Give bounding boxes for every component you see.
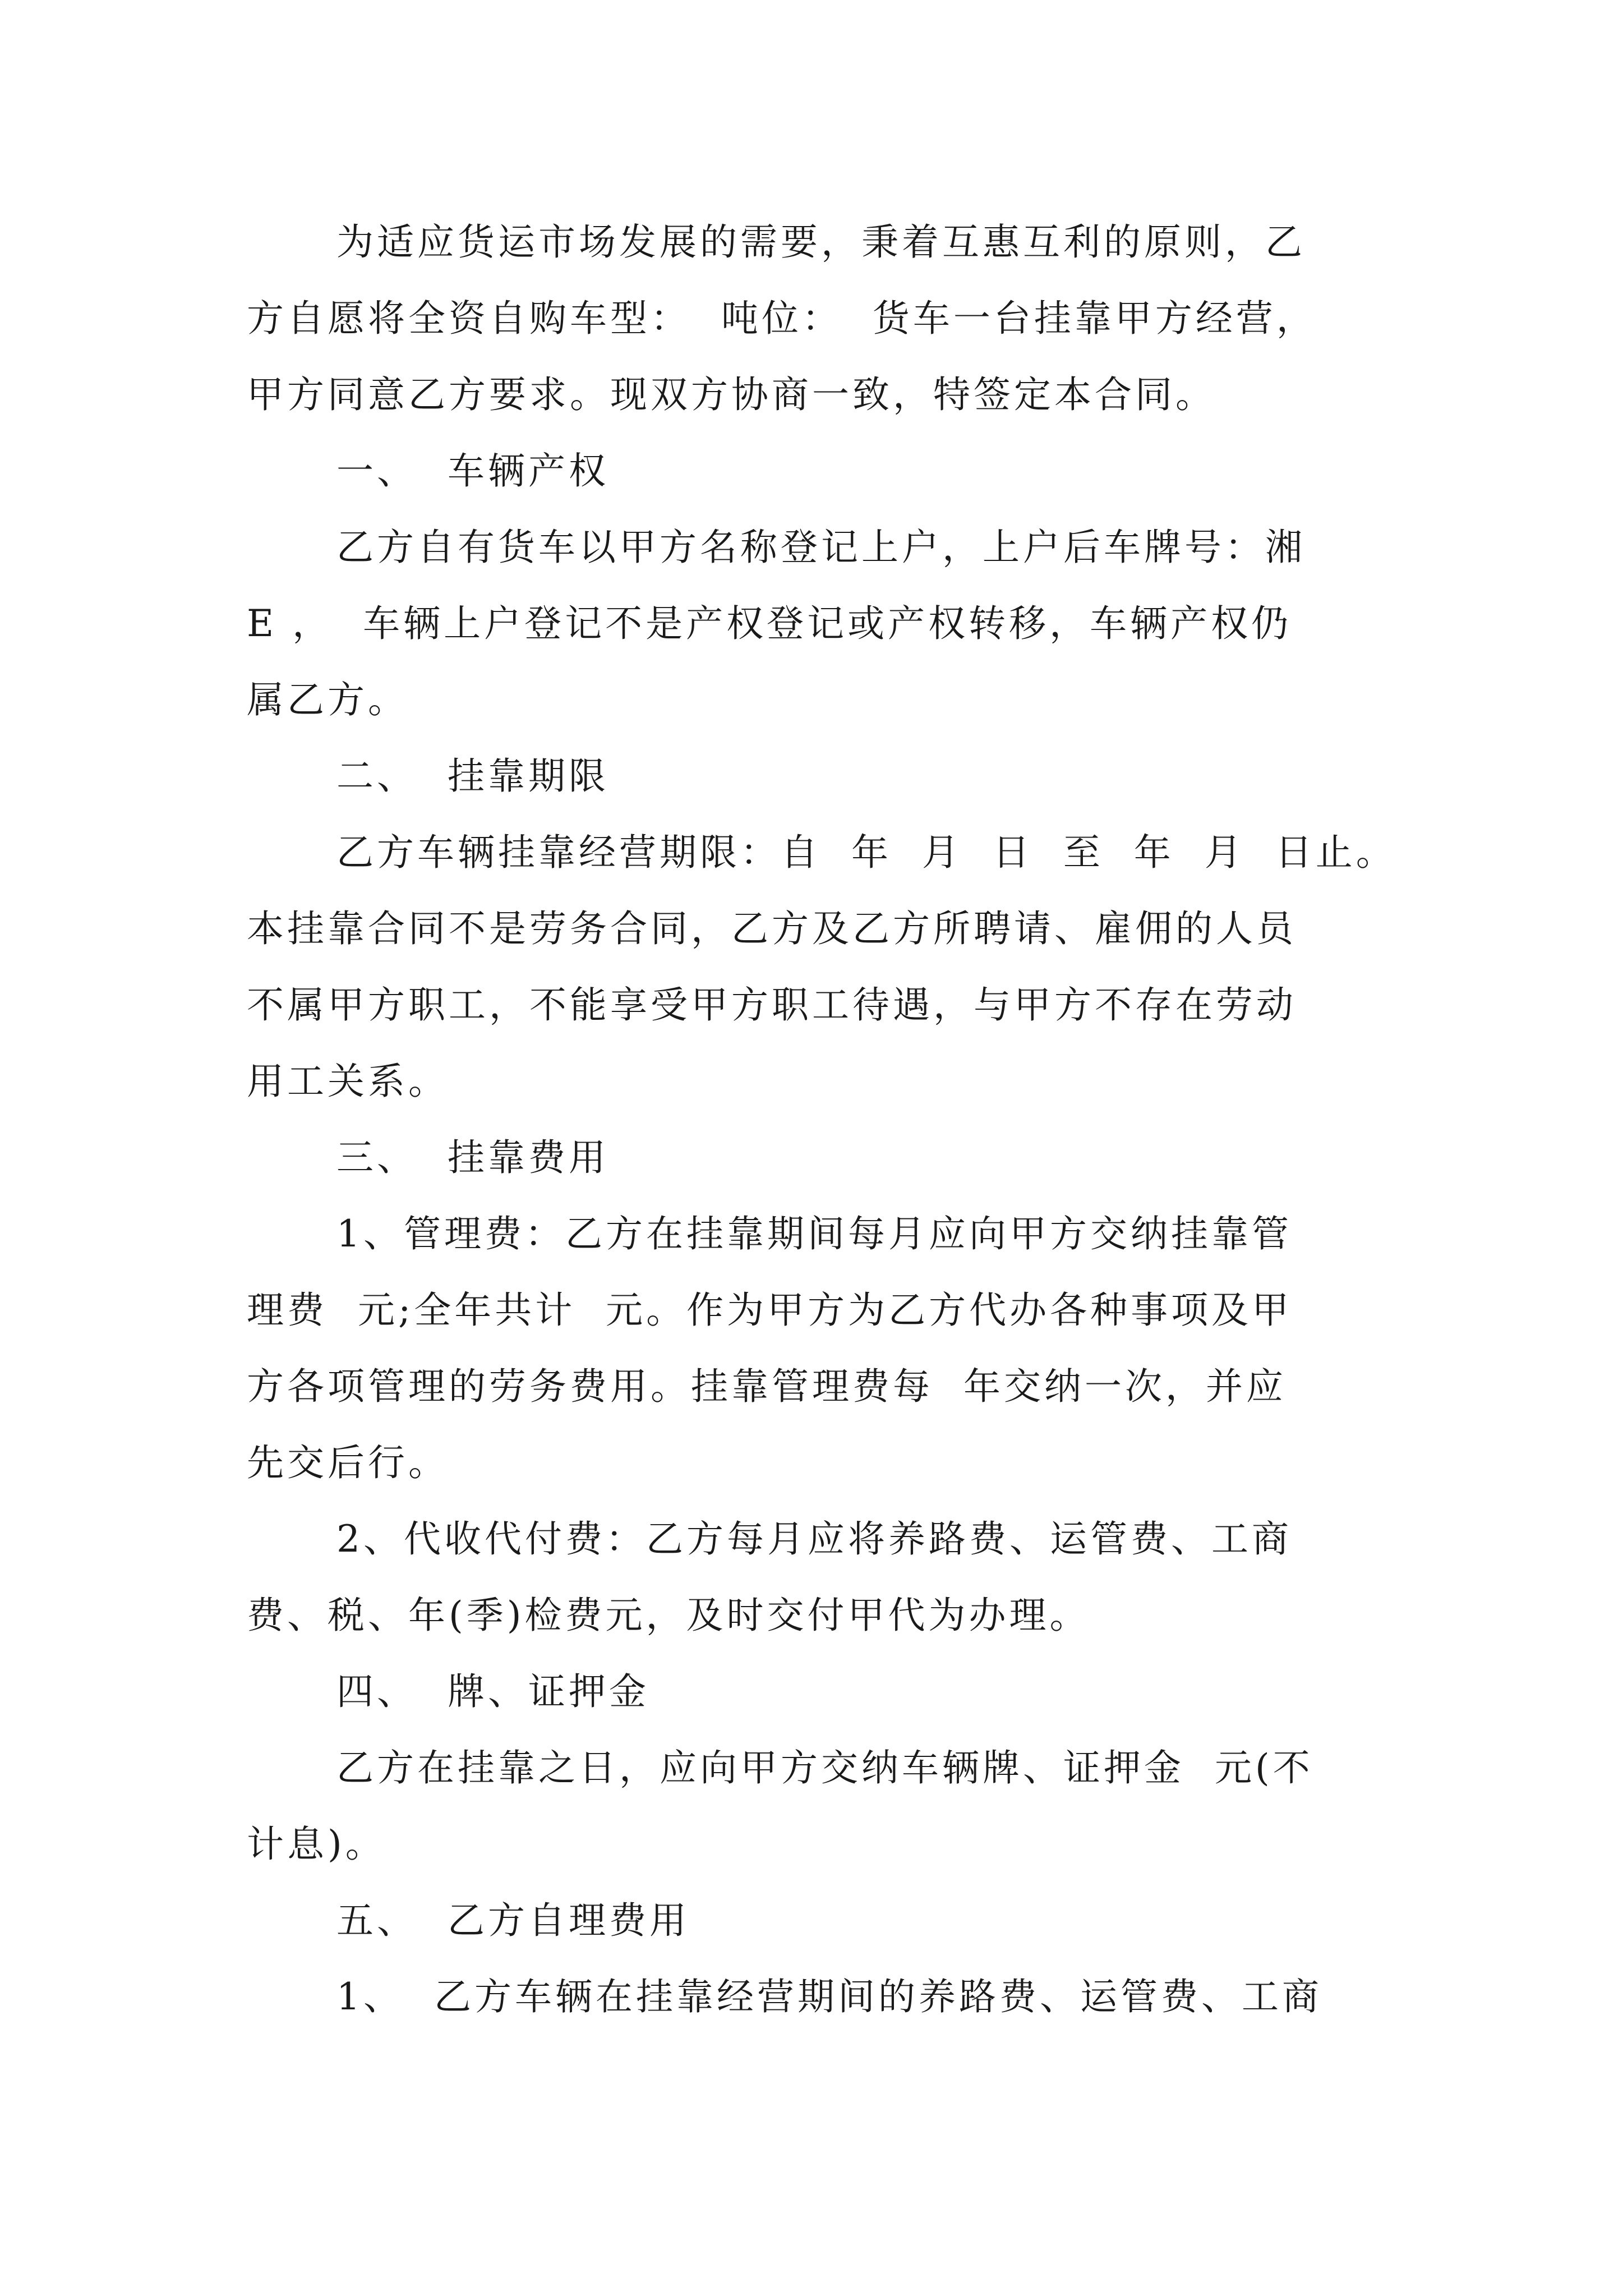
section-1-line-3: 属乙方。	[247, 678, 408, 721]
section-5-item-1-line-1: 1、 乙方车辆在挂靠经营期间的养路费、运管费、工商	[336, 1975, 1322, 2018]
section-2-line-2: 本挂靠合同不是劳务合同，乙方及乙方所聘请、雇佣的人员	[247, 907, 1297, 950]
section-1-line-2: E ， 车辆上户登记不是产权登记或产权转移，车辆产权仍	[247, 602, 1292, 645]
section-2-line-3: 不属甲方职工，不能享受甲方职工待遇，与甲方不存在劳动	[247, 983, 1297, 1027]
section-4-line-2: 计息)。	[247, 1823, 386, 1866]
paragraph-intro-line-2: 方自愿将全资自购车型： 吨位： 货车一台挂靠甲方经营，	[247, 297, 1317, 340]
section-heading-3: 三、 挂靠费用	[336, 1136, 609, 1179]
section-1-line-1: 乙方自有货车以甲方名称登记上户，上户后车牌号：湘	[336, 526, 1306, 569]
section-heading-4: 四、 牌、证押金	[336, 1670, 649, 1713]
section-3-item-1-line-3: 方各项管理的劳务费用。挂靠管理费每 年交纳一次，并应	[247, 1365, 1287, 1408]
section-3-item-2-line-2: 费、税、年(季)检费元，及时交付甲代为办理。	[247, 1594, 1090, 1637]
section-2-line-1: 乙方车辆挂靠经营期限：自 年 月 日 至 年 月 日止。	[336, 831, 1396, 874]
paragraph-intro-line-3: 甲方同意乙方要求。现双方协商一致，特签定本合同。	[247, 373, 1216, 416]
section-heading-2: 二、 挂靠期限	[336, 754, 609, 798]
section-2-line-4: 用工关系。	[247, 1060, 449, 1103]
section-4-line-1: 乙方在挂靠之日，应向甲方交纳车辆牌、证押金 元(不	[336, 1746, 1313, 1789]
section-3-item-1-line-2: 理费 元;全年共计 元。作为甲方为乙方代办各种事项及甲	[247, 1289, 1293, 1332]
paragraph-intro-line-1: 为适应货运市场发展的需要，秉着互惠互利的原则，乙	[336, 220, 1306, 264]
section-heading-1: 一、 车辆产权	[336, 449, 609, 493]
section-heading-5: 五、 乙方自理费用	[336, 1899, 690, 1942]
section-3-item-1-line-4: 先交后行。	[247, 1441, 449, 1484]
section-3-item-1-line-1: 1、管理费：乙方在挂靠期间每月应向甲方交纳挂靠管	[336, 1212, 1292, 1255]
section-3-item-2-line-1: 2、代收代付费：乙方每月应将养路费、运管费、工商	[336, 1517, 1292, 1561]
